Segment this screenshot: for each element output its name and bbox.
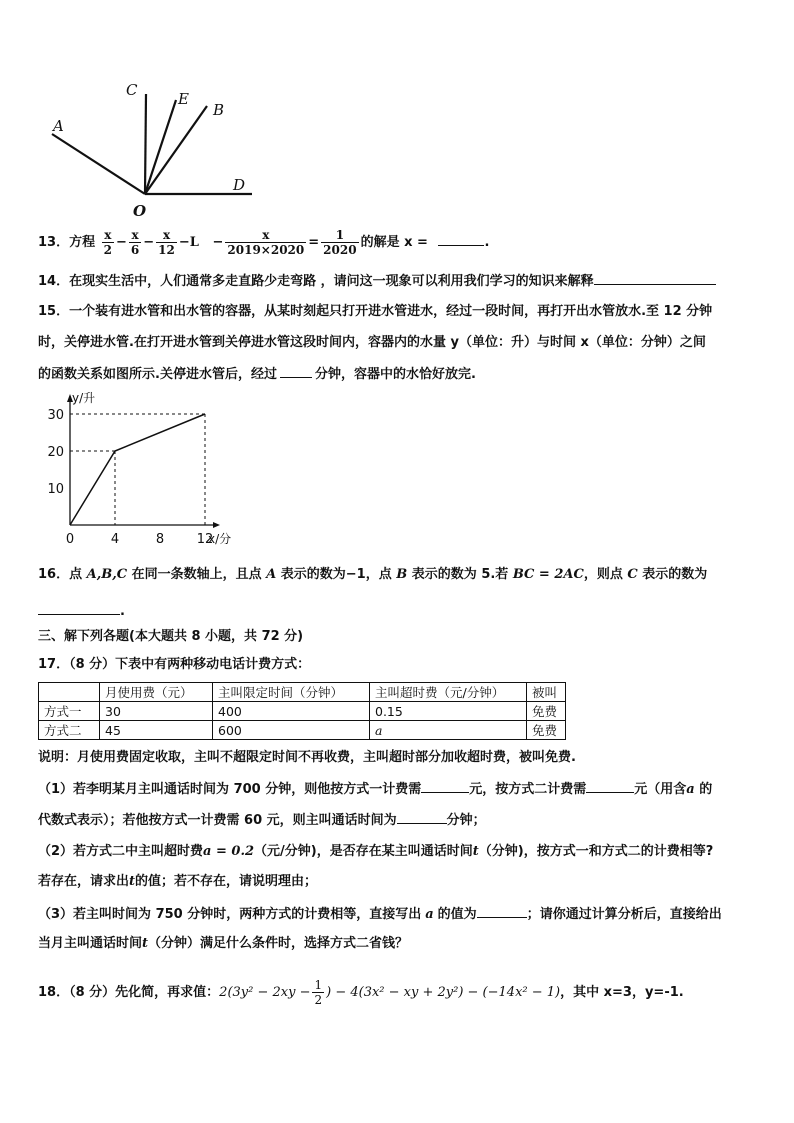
q16-c: 表示的数为−1，点: [276, 567, 397, 582]
table-row: [39, 702, 566, 721]
x-axis-arrow: [213, 522, 220, 528]
q18-expr-1: 2(3y² − 2xy −: [219, 985, 311, 1000]
q14-text: 14．在现实生活中，人们通常多走直路少走弯路 ，请问这一现象可以利用我们学习的知识来解释: [38, 274, 594, 289]
question-15-line-1: 15．一个装有进水管和出水管的容器，从某时刻起只打开进水管进水，经过一段时间，再打开出水管放水.至 12 分钟: [38, 304, 713, 319]
question-17-part-2-line-2: [38, 873, 317, 891]
q13-suffix: 的解是 x =: [360, 235, 428, 250]
table-cell: 免费: [527, 721, 566, 740]
q15-answer-blank[interactable]: [280, 365, 312, 378]
q17-blank-1[interactable]: [421, 780, 469, 793]
question-16: [38, 566, 707, 584]
table-header-cell: 主叫超时费（元/分钟）: [370, 683, 527, 702]
table-cell: 600: [213, 721, 370, 740]
q16-points: A,B,C: [86, 567, 128, 582]
q17-p1-b: 元，按方式二计费需: [469, 782, 587, 797]
table-row: [39, 721, 566, 740]
q13-frac-3: $\frac{x}{12}$: [158, 228, 175, 257]
table-cell: 45: [100, 721, 213, 740]
y-tick-label: 10: [47, 482, 64, 497]
label-c: C: [126, 81, 138, 99]
question-17-intro: 17．（8 分）下表中有两种移动电话计费方式：: [38, 657, 311, 672]
q17-p1-e: 代数式表示）；若他按方式一计费需 60 元，则主叫通话时间为: [38, 813, 397, 828]
q17-p2-b: （元/分钟)，是否存在某主叫通话时间: [254, 844, 473, 859]
question-13: 13．方程 $\frac{x}{2}$ − $\frac{x}{6}$ − $\frac{x}{12}$ −L − $\frac{x}{2019\times 2020}$ = $\frac{1}{2020}$ 的解是 x = .: [38, 228, 490, 257]
section-3-title: 三、解下列各题(本大题共 8 小题，共 72 分): [38, 629, 304, 644]
q13-number: 13．: [38, 235, 70, 250]
label-d: D: [233, 176, 246, 194]
table-header-cell: [39, 683, 100, 702]
q17-blank-4[interactable]: [477, 905, 527, 918]
q18-b: ，其中 x=3，y=-1.: [560, 985, 684, 1000]
q13-frac-2: $\frac{x}{6}$: [130, 228, 140, 257]
question-14: [38, 272, 716, 291]
water-volume-chart: [40, 388, 250, 548]
x-axis-label: x/分: [208, 532, 232, 546]
ray-ob: [145, 106, 207, 194]
q17-p1-c: 元（用含: [634, 782, 687, 797]
question-17-part-1-line-2: [38, 811, 486, 830]
x-tick-label: 8: [155, 532, 165, 547]
q17-p3-var: a: [425, 907, 434, 922]
q17-p2-t: t: [472, 844, 479, 859]
q16-a: 16．点: [38, 567, 87, 582]
ray-oc: [145, 94, 146, 194]
q13-end: .: [484, 235, 490, 250]
q18-expr-2: ) − 4(3x² − xy + 2y²) − (−14x² − 1): [326, 985, 561, 1000]
table-header-cell: 被叫: [527, 683, 566, 702]
q17-p3-t: t: [142, 936, 149, 951]
q15-line3-a: 的函数关系如图所示.关停进水管后，经过: [38, 367, 277, 382]
q17-p2-d: 若存在，请求出: [38, 874, 130, 889]
q17-blank-3[interactable]: [397, 811, 447, 824]
q16-d: 表示的数为 5.若: [407, 567, 513, 582]
question-17-part-3-line-1: [38, 905, 722, 924]
q17-p1-d: 的: [694, 782, 713, 797]
question-16-answer: [38, 602, 125, 621]
table-cell: 30: [100, 702, 213, 721]
q13-frac-5: $\frac{1}{2020}$: [323, 228, 357, 257]
question-17-part-1-line-1: [38, 780, 712, 799]
table-header-row: [39, 683, 566, 702]
series-line: [70, 414, 205, 525]
q13-frac-4: $\frac{x}{2019\times 2020}$: [227, 228, 305, 257]
q13-ellipsis: −L: [178, 235, 199, 250]
question-17-part-2-line-1: [38, 843, 713, 861]
question-17-part-3-line-2: [38, 935, 408, 953]
q17-p3-d: 当月主叫通话时间: [38, 936, 143, 951]
ray-oe: [145, 100, 176, 194]
table-cell: 0.15: [370, 702, 527, 721]
table-cell: 400: [213, 702, 370, 721]
q18-a: 18．（8 分）先化简，再求值：: [38, 985, 220, 1000]
q13-answer-blank[interactable]: [438, 233, 484, 246]
q16-answer-blank[interactable]: [38, 602, 120, 615]
x-tick-label: 0: [65, 532, 75, 547]
q17-p2-e: 的值；若不存在，请说明理由；: [135, 874, 318, 889]
angle-figure: [40, 78, 270, 220]
table-header-cell: 月使用费（元）: [100, 683, 213, 702]
q17-p3-a: （3）若主叫时间为 750 分钟时，两种方式的计费相等，直接写出: [38, 907, 422, 922]
q17-p3-e: （分钟）满足什么条件时，选择方式二省钱？: [148, 936, 409, 951]
q16-f: 表示的数为: [637, 567, 708, 582]
label-e: E: [178, 90, 189, 108]
q13-prefix: 方程: [69, 235, 96, 250]
q14-answer-blank[interactable]: [594, 272, 716, 285]
question-17-note: 说明：月使用费固定收取，主叫不超限定时间不再收费，主叫超时部分加收超时费，被叫免费.: [38, 750, 576, 765]
q17-p2-eq: a = 0.2: [203, 844, 255, 859]
label-o: O: [133, 202, 147, 220]
q17-p3-c: ；请你通过计算分析后，直接给出: [526, 907, 722, 922]
q17-p1-var: a: [686, 782, 695, 797]
label-b: B: [213, 101, 225, 119]
q17-blank-2[interactable]: [586, 780, 634, 793]
table-cell: 方式一: [39, 702, 100, 721]
q17-p3-b: 的值为: [437, 907, 477, 922]
x-tick-label: 4: [110, 532, 120, 547]
q17-p2-c: （分钟)，按方式一和方式二的计费相等?: [478, 844, 714, 859]
y-tick-label: 20: [47, 445, 64, 460]
x-tick-label: 12: [196, 532, 214, 547]
q16-e: ，则点: [583, 567, 628, 582]
q13-frac-1: $\frac{x}{2}$: [103, 228, 112, 257]
q17-p1-f: 分钟；: [446, 813, 486, 828]
q17-p2-t2: t: [129, 874, 136, 889]
table-cell: 免费: [527, 702, 566, 721]
ray-oa: [52, 134, 145, 194]
table-header-cell: 主叫限定时间（分钟）: [213, 683, 370, 702]
q17-p2-a: （2）若方式二中主叫超时费: [38, 844, 204, 859]
y-axis-label: y/升: [72, 391, 96, 405]
q16-b: 在同一条数轴上，且点: [127, 567, 267, 582]
table-cell: 方式二: [39, 721, 100, 740]
q16-end: .: [120, 604, 125, 619]
y-tick-label: 30: [47, 408, 64, 423]
q17-p1-a: （1）若李明某月主叫通话时间为 700 分钟，则他按方式一计费需: [38, 782, 422, 797]
q18-frac: $\frac{1}{2}$: [314, 978, 323, 1007]
q16-equation: BC = 2AC: [512, 567, 584, 582]
question-15-line-3: [38, 365, 476, 384]
q16-point-a: A: [266, 567, 277, 582]
q16-point-b: B: [396, 567, 408, 582]
question-15-line-2: 时，关停进水管.在打开进水管到关停进水管这段时间内，容器内的水量 y（单位：升）与时间 x（单位：分钟）之间: [38, 335, 706, 350]
fee-table: [38, 682, 566, 740]
label-a: A: [53, 117, 64, 135]
table-cell: a: [370, 721, 527, 740]
q16-point-c: C: [627, 567, 638, 582]
question-18: [38, 976, 684, 1010]
q15-line3-b: 分钟，容器中的水恰好放完.: [314, 367, 476, 382]
